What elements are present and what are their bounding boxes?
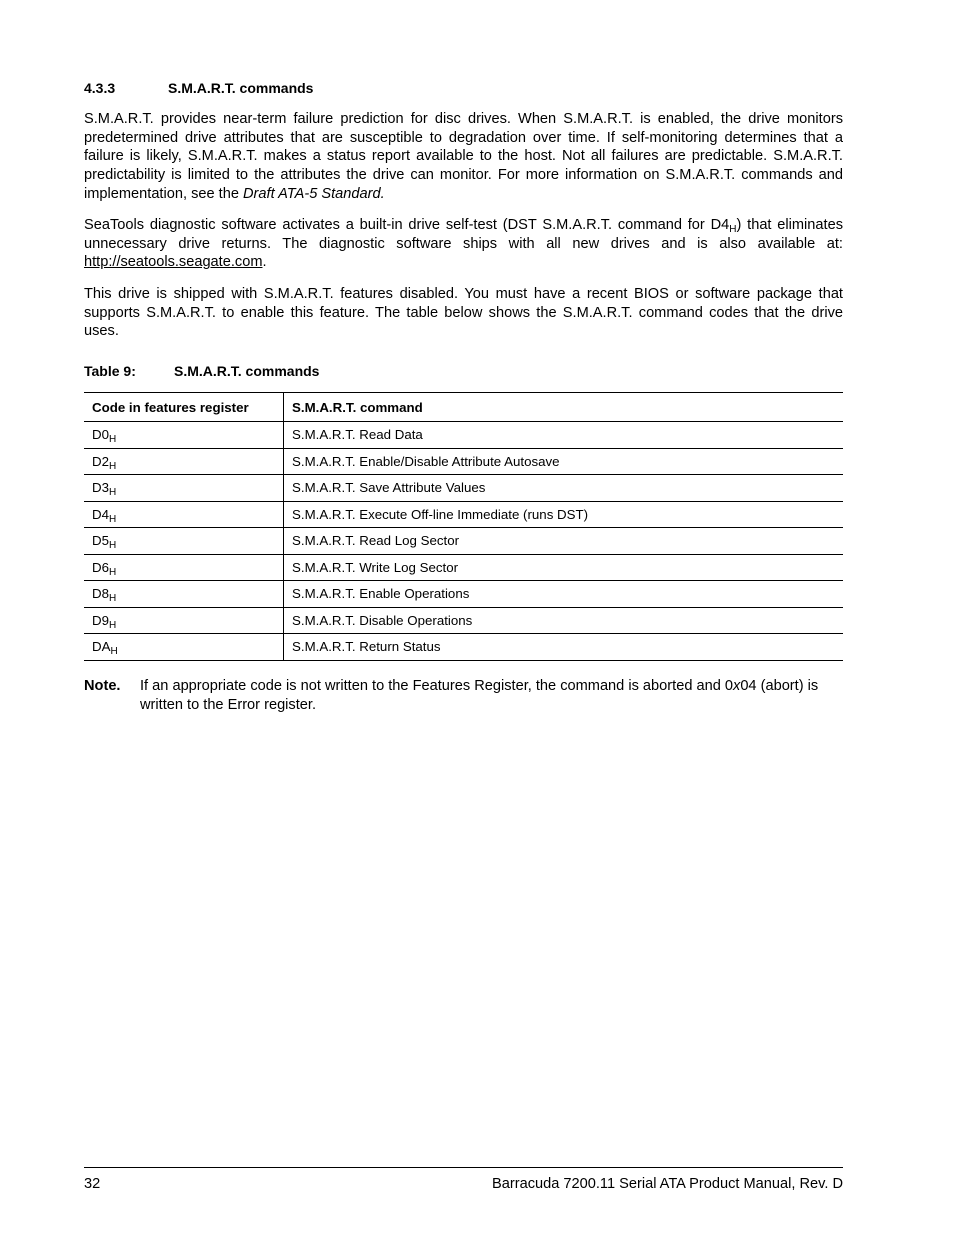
hex-subscript: H [109, 434, 117, 446]
paragraph-seatools [84, 216, 843, 272]
table-body [84, 422, 843, 661]
code-value: D3 [92, 480, 109, 496]
code-cell [84, 501, 284, 528]
paragraph-text: ) that eliminates unnecessary drive returns. The diagnostic software ships with all new drives and is also available at: [84, 217, 843, 252]
table-row [84, 448, 843, 475]
command-cell: S.M.A.R.T. Read Log Sector [284, 528, 844, 555]
code-value: D6 [92, 559, 109, 575]
table-label: Table 9: [84, 363, 136, 379]
table-row [84, 607, 843, 634]
column-header-code: Code in features register [84, 393, 284, 422]
table-row [84, 501, 843, 528]
section-heading [84, 80, 313, 96]
code-cell [84, 422, 284, 449]
paragraph-text: S.M.A.R.T. provides near-term failure prediction for disc drives. When S.M.A.R.T. is enabled, the drive monitors predetermined drive attributes that are susceptible to degradation over time. If self-monitoring determines that a failure is likely, S.M.A.R.T. makes a status report available to the host. Not all failures are predictable. S.M.A.R.T. predictability is limited to the attributes the drive can monitor. For more information on S.M.A.R.T. commands and implementation, see the [84, 111, 843, 202]
hex-subscript: H [109, 593, 117, 605]
note-text-part: 04 (abort) is written to the Error register. [140, 678, 819, 713]
hex-subscript: H [109, 513, 117, 525]
table-row [84, 581, 843, 608]
command-cell: S.M.A.R.T. Write Log Sector [284, 554, 844, 581]
note-label: Note. [84, 678, 121, 694]
hex-subscript: H [110, 646, 118, 658]
table-row [84, 475, 843, 502]
section-title: S.M.A.R.T. commands [168, 80, 314, 96]
code-cell [84, 448, 284, 475]
code-value: D9 [92, 612, 109, 628]
note [84, 677, 843, 714]
note-text [140, 677, 820, 714]
hex-subscript: H [109, 460, 117, 472]
table-title: S.M.A.R.T. commands [174, 363, 320, 379]
page-number: 32 [84, 1176, 101, 1192]
command-cell: S.M.A.R.T. Save Attribute Values [284, 475, 844, 502]
code-value: D8 [92, 586, 109, 602]
seatools-link[interactable]: http://seatools.seagate.com [84, 254, 263, 271]
code-cell [84, 607, 284, 634]
table-header-row [84, 393, 843, 422]
paragraph-shipping [84, 285, 843, 341]
hex-subscript: H [109, 619, 117, 631]
section-number: 4.3.3 [84, 80, 116, 96]
command-cell: S.M.A.R.T. Return Status [284, 634, 844, 661]
hex-subscript: H [109, 487, 117, 499]
note-text-part: If an appropriate code is not written to the Features Register, the command is aborted and 0 [140, 678, 734, 694]
table-row [84, 528, 843, 555]
document-title: Barracuda 7200.11 Serial ATA Product Manual, Rev. D [492, 1176, 843, 1192]
code-value: DA [92, 639, 111, 655]
hex-subscript: H [109, 540, 117, 552]
table-row [84, 422, 843, 449]
hex-subscript: H [109, 566, 117, 578]
code-cell [84, 554, 284, 581]
table-row [84, 554, 843, 581]
command-cell: S.M.A.R.T. Enable Operations [284, 581, 844, 608]
command-cell: S.M.A.R.T. Enable/Disable Attribute Autosave [284, 448, 844, 475]
smart-commands-table [84, 392, 843, 661]
code-cell [84, 475, 284, 502]
code-cell [84, 634, 284, 661]
code-cell [84, 528, 284, 555]
code-cell [84, 581, 284, 608]
table-caption [84, 363, 319, 379]
command-cell: S.M.A.R.T. Disable Operations [284, 607, 844, 634]
code-value: D2 [92, 453, 109, 469]
paragraph-text: This drive is shipped with S.M.A.R.T. features disabled. You must have a recent BIOS or software package that supports S.M.A.R.T. to enable this feature. The table below shows the S.M.A.R.T. command codes that the drive uses. [84, 286, 843, 340]
ata-standard-reference: Draft ATA-5 Standard. [243, 185, 385, 202]
footer-divider [84, 1167, 843, 1168]
command-cell: S.M.A.R.T. Execute Off-line Immediate (runs DST) [284, 501, 844, 528]
hex-subscript: H [729, 224, 737, 235]
table-row [84, 634, 843, 661]
command-cell: S.M.A.R.T. Read Data [284, 422, 844, 449]
paragraph-end: . [262, 254, 267, 271]
paragraph-smart-intro [84, 110, 843, 204]
note-hex-x: x [733, 678, 741, 694]
paragraph-text: SeaTools diagnostic software activates a built-in drive self-test (DST S.M.A.R.T. command for D4 [84, 217, 730, 233]
code-value: D0 [92, 427, 109, 443]
code-value: D5 [92, 533, 109, 549]
column-header-command: S.M.A.R.T. command [284, 393, 844, 422]
code-value: D4 [92, 506, 109, 522]
